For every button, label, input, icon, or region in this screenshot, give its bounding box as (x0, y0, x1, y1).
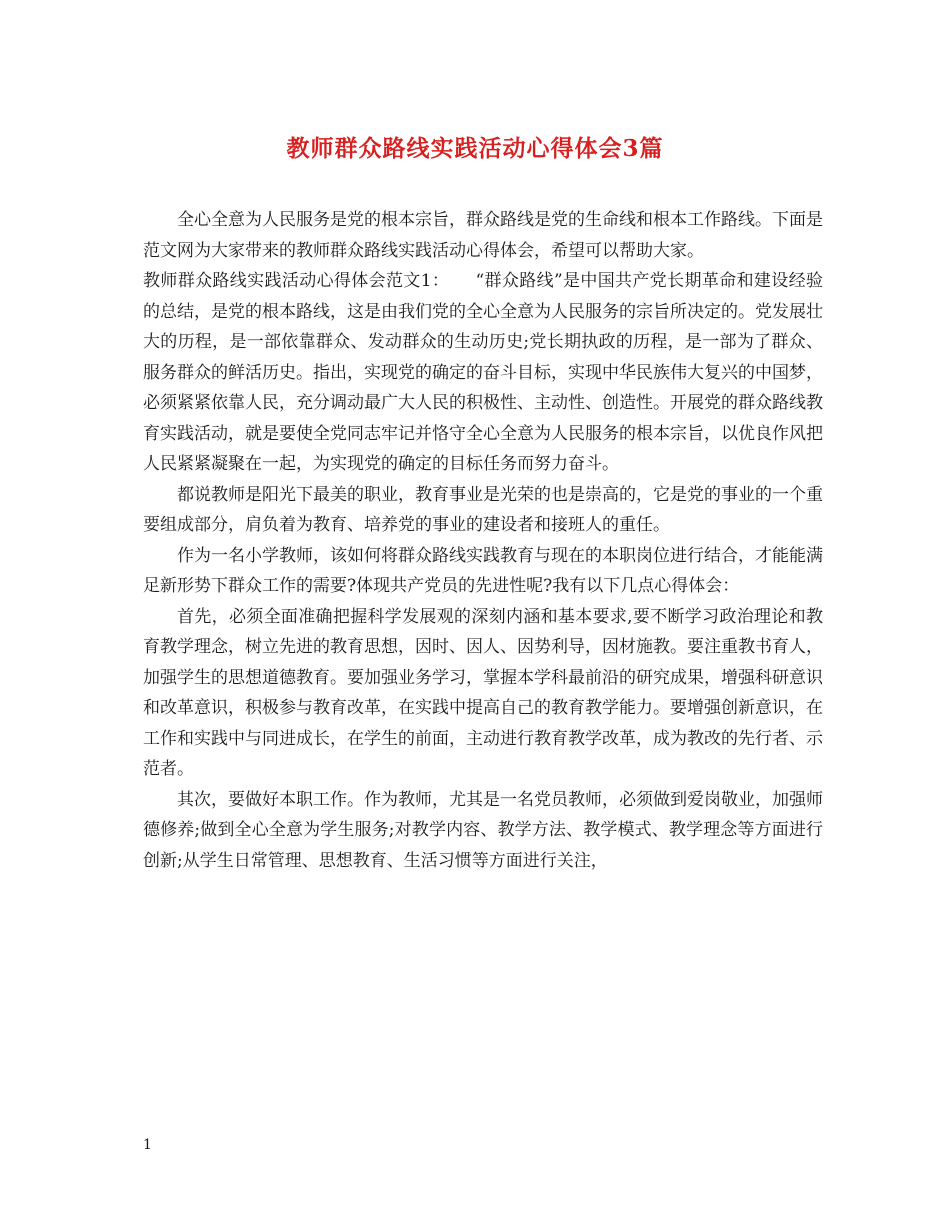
page-number: 1 (143, 1137, 152, 1153)
paragraph-sample-1: 教师群众路线实践活动心得体会范文1： “群众路线”是中国共产党长期革命和建设经验的总结，是党的根本路线，这是由我们党的全心全意为人民服务的宗旨所决定的。党发展壮大的历程，是一部依靠群众、发动群众的生动历史;党长期执政的历程，是一部为了群众、服务群众的鲜活历史。指出，实现党的确定的奋斗目标，实现中华民族伟大复兴的中国梦，必须紧紧依靠人民，充分调动最广大人民的积极性、主动性、创造性。开展党的群众路线教育实践活动，就是要使全党同志牢记并恪守全心全意为人民服务的根本宗旨，以优良作风把人民紧紧凝聚在一起，为实现党的确定的目标任务而努力奋斗。 (143, 271, 823, 474)
paragraph-intro: 全心全意为人民服务是党的根本宗旨，群众路线是党的生命线和根本工作路线。下面是范文网为大家带来的教师群众路线实践活动心得体会，希望可以帮助大家。 (143, 210, 823, 261)
document-title: 教师群众路线实践活动心得体会3篇 (286, 135, 664, 162)
paragraph-second-point: 其次，要做好本职工作。作为教师，尤其是一名党员教师，必须做到爱岗敬业，加强师德修养;做到全心全意为学生服务;对教学内容、教学方法、教学模式、教学理念等方面进行创新;从学生日常管理、思想教育、生活习惯等方面进行关注， (143, 789, 823, 871)
paragraph-first-point: 首先，必须全面准确把握科学发展观的深刻内涵和基本要求,要不断学习政治理论和教育教学理念，树立先进的教育思想，因时、因人、因势利导，因材施教。要注重教书育人，加强学生的思想道德教育。要加强业务学习，掌握本学科最前沿的研究成果，增强科研意识和改革意识，积极参与教育改革，在实践中提高自己的教育教学能力。要增强创新意识，在工作和实践中与同进成长，在学生的前面，主动进行教育教学改革，成为教改的先行者、示范者。 (143, 606, 823, 779)
paragraph-teacher-profession: 都说教师是阳光下最美的职业，教育事业是光荣的也是崇高的，它是党的事业的一个重要组成部分，肩负着为教育、培养党的事业的建设者和接班人的重任。 (143, 484, 823, 535)
document-body (143, 205, 823, 876)
paragraph-primary-teacher: 作为一名小学教师，该如何将群众路线实践教育与现在的本职岗位进行结合，才能能满足新形势下群众工作的需要?体现共产党员的先进性呢?我有以下几点心得体会： (143, 545, 823, 596)
